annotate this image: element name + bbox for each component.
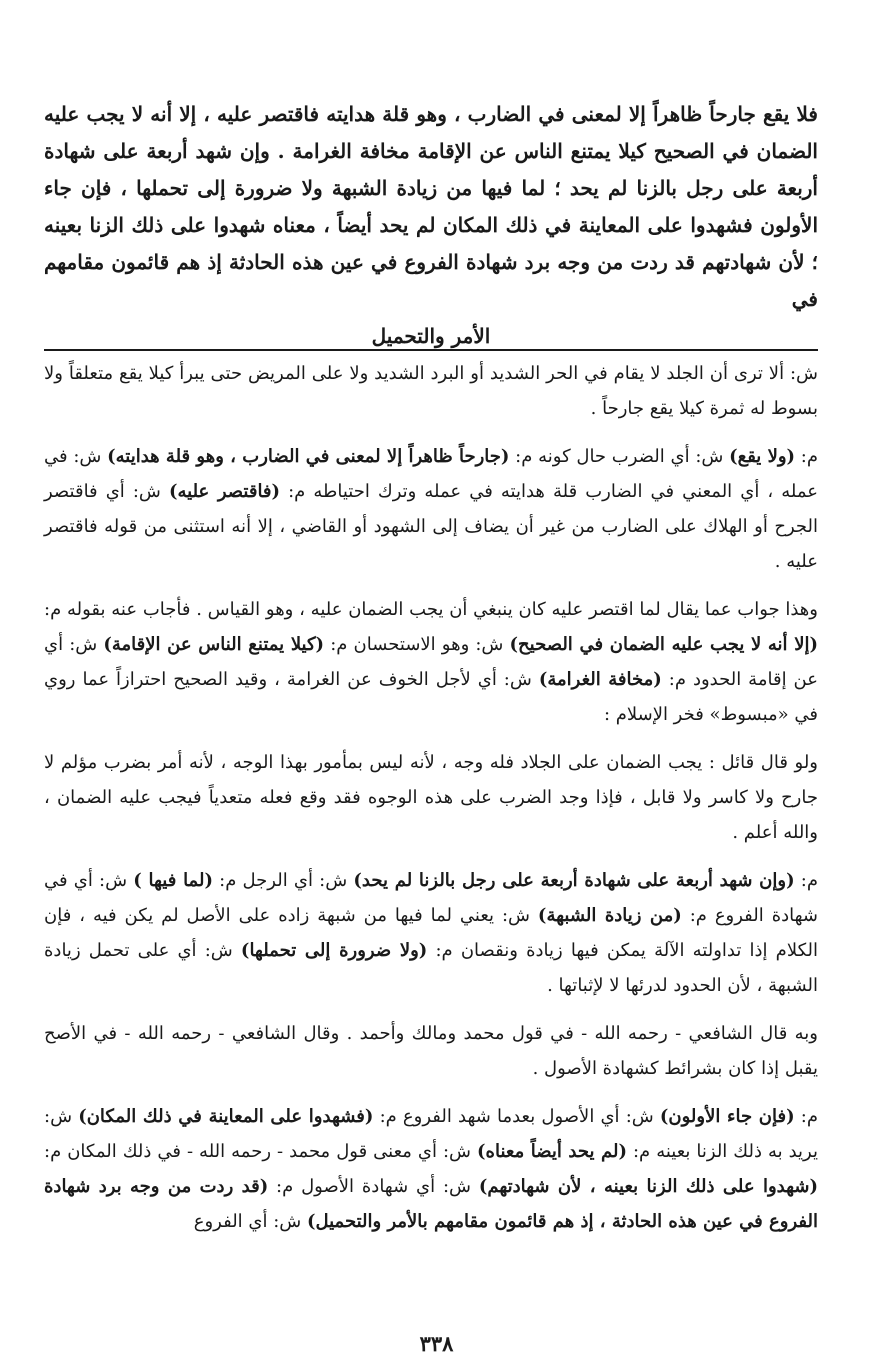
- sharh-text: ش: أي الفروع: [193, 1211, 307, 1232]
- page-number: ٣٣٨: [419, 1331, 454, 1356]
- quoted-matn-text: (جارحاً ظاهراً إلا لمعنى في الضارب ، وهو قلة هدايته): [107, 446, 510, 467]
- sharh-text: ش: أي الأصول بعدما شهد الفروع م:: [373, 1106, 660, 1127]
- sharh-text: ولو قال قائل : يجب الضمان على الجلاد فله وجه ، لأنه ليس بمأمور بهذا الوجه ، لأنه أمر بضرب مؤلم لا جارح ولا كاسر ولا قابل ، فإذا وجد الضرب على هذه الوجوه فقد وقع فعله متعدياً فيجب عليه الضمان ، والله أعلم .: [44, 752, 818, 843]
- quoted-matn-text: (لم يحد أيضاً معناه): [477, 1141, 627, 1162]
- sharh-text: م:: [794, 870, 818, 891]
- sharh-text: ش: يريد به ذلك الزنا بعينه م:: [44, 1106, 819, 1162]
- quoted-matn-text: (إلا أنه لا يجب عليه الضمان في الصحيح): [509, 634, 819, 655]
- sharh-text: ش: يعني لما فيها من شبهة زاده على الأصل لم يكن فيه ، فإن الكلام إذا تداولته الآلة يمكن فيها زيادة ونقصان م:: [44, 905, 818, 961]
- sharh-text: ش: أي الضرب حال كونه م:: [509, 446, 730, 467]
- quoted-matn-text: (لما فيها ): [133, 870, 213, 891]
- quoted-matn-text: (كيلا يمتنع الناس عن الإقامة): [103, 634, 325, 655]
- quoted-matn-text: (شهدوا على ذلك الزنا بعينه ، لأن شهادتهم): [478, 1176, 819, 1197]
- quoted-matn-text: (فاقتصر عليه): [168, 481, 281, 502]
- quoted-matn-text: (فشهدوا على المعاينة في ذلك المكان): [78, 1106, 374, 1127]
- sharh-text: ش: أي فاقتصر الجرح أو الهلاك على الضارب من غير أن يضاف إلى الشهود أو القاضي ، إلا أنه استثنى من قوله فاقتصر عليه .: [44, 481, 818, 572]
- sharh-text: ش: أي شهادة الأصول م:: [268, 1176, 479, 1197]
- commentary-paragraph: [44, 745, 818, 850]
- commentary-paragraph: [44, 592, 818, 732]
- commentary-paragraph: [44, 1099, 818, 1239]
- sharh-text: ش: أي لأجل الخوف عن الغرامة ، وقيد الصحيح احترازاً عما روي في «مبسوط» فخر الإسلام :: [44, 669, 818, 725]
- commentary-section: [44, 356, 818, 1252]
- matn-text: [44, 96, 818, 355]
- sharh-text: وبه قال الشافعي - رحمه الله - في قول محمد ومالك وأحمد . وقال الشافعي - رحمه الله - في الأصح يقبل إذا كان بشرائط كشهادة الأصول .: [44, 1023, 818, 1079]
- sharh-text: م:: [795, 446, 819, 467]
- sharh-text: ش: في عمله ، أي المعني في الضارب قلة هدايته في عمله وترك احتياطه م:: [44, 446, 819, 502]
- sharh-text: م:: [794, 1106, 818, 1127]
- commentary-paragraph: [44, 1016, 818, 1086]
- quoted-matn-text: (قد ردت من وجه برد شهادة الفروع في عين هذه الحادثة ، إذ هم قائمون مقامهم بالأمر والتحميل): [44, 1176, 818, 1232]
- quoted-matn-text: (من زيادة الشبهة): [537, 905, 682, 926]
- sharh-text: ش: أي الرجل م:: [212, 870, 354, 891]
- sharh-text: وهذا جواب عما يقال لما اقتصر عليه كان ينبغي أن يجب الضمان عليه ، وهو القياس . فأجاب عنه بقوله م:: [44, 599, 818, 620]
- sharh-text: ش: أي معنى قول محمد - رحمه الله - في ذلك المكان م:: [44, 1141, 478, 1162]
- commentary-paragraph: [44, 439, 818, 579]
- quoted-matn-text: (ولا يقع): [729, 446, 796, 467]
- commentary-paragraph: [44, 863, 818, 1003]
- separator-rule: [44, 349, 818, 351]
- sharh-text: ش: ألا ترى أن الجلد لا يقام في الحر الشديد أو البرد الشديد ولا على المريض حتى يبرأ كيلا يقع متعلقاً ولا بسوط له ثمرة كيلا يقع جارحاً .: [44, 363, 818, 419]
- sharh-text: ش: أي عن إقامة الحدود م:: [44, 634, 818, 690]
- matn-body: فلا يقع جارحاً ظاهراً إلا لمعنى في الضارب ، وهو قلة هدايته فاقتصر عليه ، إلا أنه لا يجب عليه الضمان في الصحيح كيلا يمتنع الناس عن الإقامة مخافة الغرامة . وإن شهد أربعة على شهادة أربعة على رجل بالزنا لم يحد ؛ لما فيها من زيادة الشبهة ولا ضرورة إلى تحملها ، فإن جاء الأولون فشهدوا على المعاينة في ذلك المكان لم يحد أيضاً ، معناه شهدوا على ذلك الزنا بعينه ؛ لأن شهادتهم قد ردت من وجه برد شهادة الفروع في عين هذه الحادثة إذ هم قائمون مقامهم في: [44, 102, 818, 311]
- sharh-text: ش: أي على تحمل زيادة الشبهة ، لأن الحدود لدرئها لا لإثباتها .: [44, 940, 818, 996]
- quoted-matn-text: (مخافة الغرامة): [538, 669, 662, 690]
- quoted-matn-text: (ولا ضرورة إلى تحملها): [240, 940, 428, 961]
- quoted-matn-text: (وإن شهد أربعة على شهادة أربعة على رجل بالزنا لم يحد): [353, 870, 795, 891]
- commentary-paragraph: [44, 356, 818, 426]
- sharh-text: ش: وهو الاستحسان م:: [324, 634, 510, 655]
- sharh-text: ش: أي في شهادة الفروع م:: [44, 870, 818, 926]
- matn-last-line: الأمر والتحميل: [371, 324, 491, 348]
- quoted-matn-text: (فإن جاء الأولون): [659, 1106, 795, 1127]
